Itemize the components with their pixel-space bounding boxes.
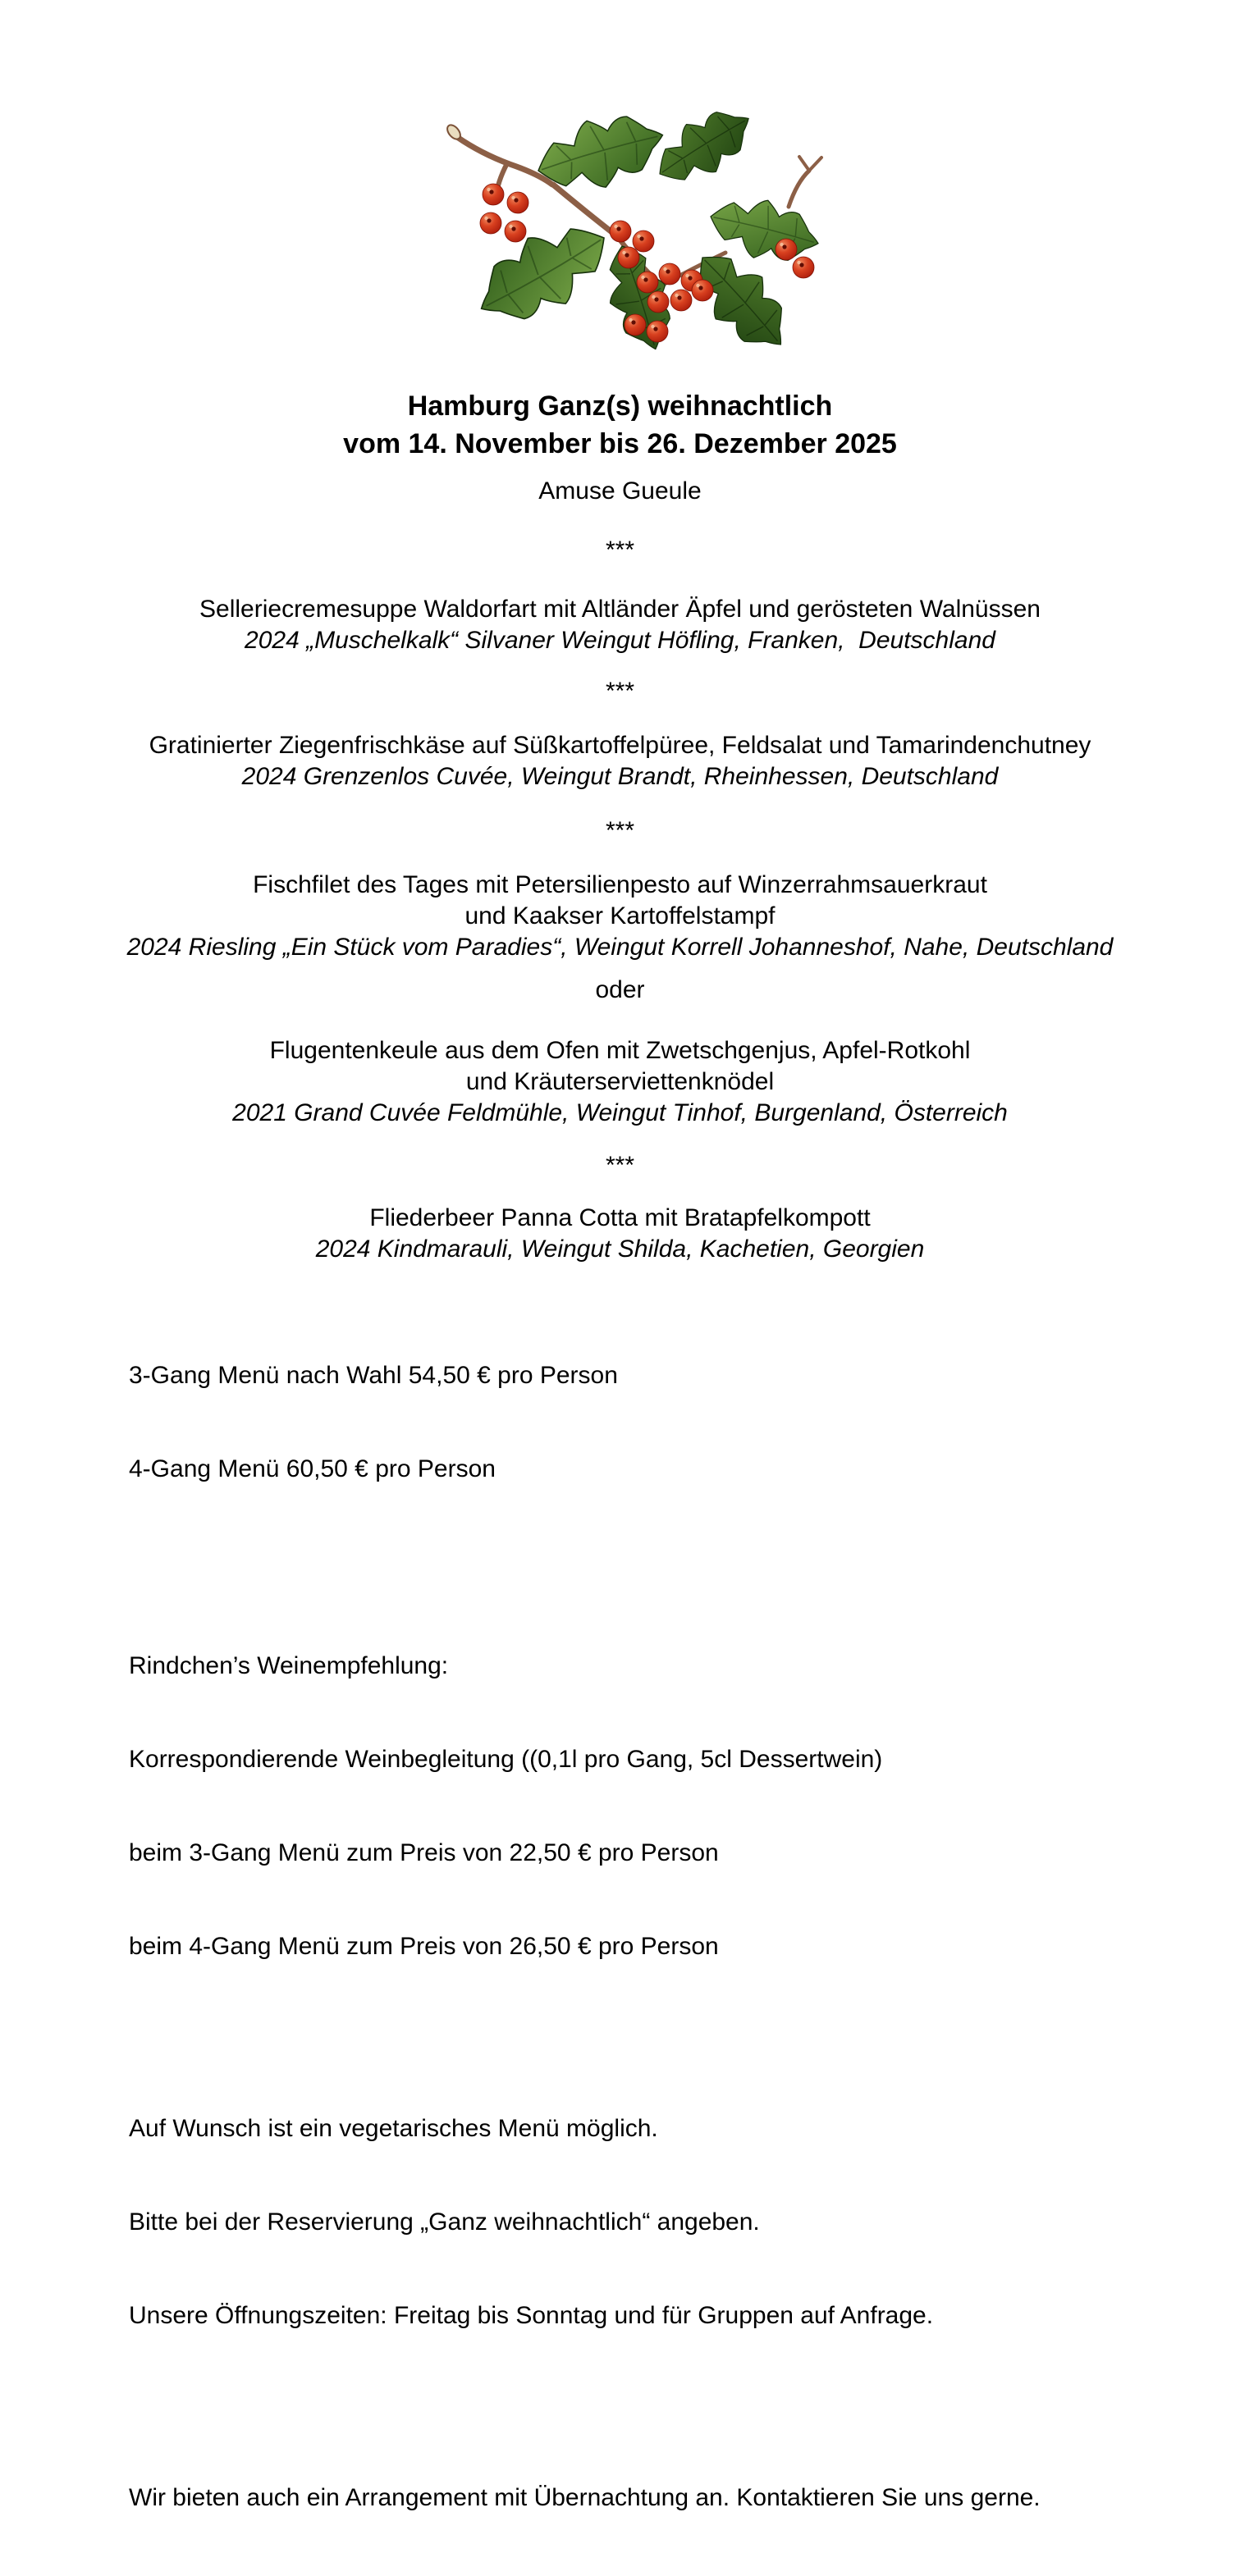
price-3-gang: 3-Gang Menü nach Wahl 54,50 € pro Person	[129, 1362, 618, 1389]
course-amuse-gueule: Amuse Gueule	[538, 477, 702, 505]
notes-block	[129, 2051, 1240, 2394]
wine-recommendation-detail: Korrespondierende Weinbegleitung ((0,1l pro Gang, 5cl Dessertwein)	[129, 1746, 883, 1773]
footer-arrangement-note: Wir bieten auch ein Arrangement mit Übernachtung an. Kontaktieren Sie uns gerne.	[129, 2484, 1041, 2511]
course-dessert-wine-pairing: 2024 Kindmarauli, Weingut Shilda, Kachetien, Georgien	[315, 1235, 925, 1263]
wine-recommendation-price-3-gang: beim 3-Gang Menü zum Preis von 22,50 € pro Person	[129, 1839, 719, 1866]
note-opening-hours: Unsere Öffnungszeiten: Freitag bis Sonntag und für Gruppen auf Anfrage.	[129, 2302, 934, 2329]
menu-title-line2: vom 14. November bis 26. Dezember 2025	[343, 428, 897, 459]
course-fish-main	[0, 870, 1240, 963]
course-duck-main	[0, 1035, 1240, 1129]
separator-stars: ***	[605, 817, 635, 844]
course-goat-cheese-name: Gratinierter Ziegenfrischkäse auf Süßkartoffelpüree, Feldsalat und Tamarindenchutney	[149, 732, 1091, 759]
or-separator: oder	[595, 976, 645, 1003]
menu-title-line1: Hamburg Ganz(s) weihnachtlich	[407, 391, 833, 422]
course-dessert-name: Fliederbeer Panna Cotta mit Bratapfelkompott	[369, 1204, 871, 1231]
course-soup-name: Selleriecremesuppe Waldorfart mit Altländer Äpfel und gerösteten Walnüssen	[199, 596, 1041, 623]
note-vegetarian: Auf Wunsch ist ein vegetarisches Menü möglich.	[129, 2115, 658, 2142]
course-fish-name-line2: und Kaakser Kartoffelstampf	[464, 902, 776, 929]
menu-title	[0, 387, 1240, 463]
wine-recommendation-heading: Rindchen’s Weinempfehlung:	[129, 1652, 449, 1679]
note-reservation: Bitte bei der Reservierung „Ganz weihnachtlich“ angeben.	[129, 2208, 760, 2236]
christmas-menu-document	[0, 92, 1240, 2511]
wine-recommendation-block	[129, 1588, 1240, 2025]
separator-stars: ***	[605, 537, 635, 564]
course-duck-wine-pairing: 2021 Grand Cuvée Feldmühle, Weingut Tinhof, Burgenland, Österreich	[232, 1099, 1008, 1126]
price-4-gang: 4-Gang Menü 60,50 € pro Person	[129, 1455, 496, 1482]
wine-recommendation-price-4-gang: beim 4-Gang Menü zum Preis von 26,50 € pro Person	[129, 1933, 719, 1960]
menu-prices	[129, 1298, 1240, 1547]
course-duck-name-line2: und Kräuterserviettenknödel	[465, 1068, 775, 1095]
course-goat-cheese-wine-pairing: 2024 Grenzenlos Cuvée, Weingut Brandt, Rheinhessen, Deutschland	[241, 763, 999, 790]
course-soup	[0, 594, 1240, 656]
course-fish-name-line1: Fischfilet des Tages mit Petersilienpesto auf Winzerrahmsauerkraut	[253, 871, 987, 898]
course-soup-wine-pairing: 2024 „Muschelkalk“ Silvaner Weingut Höfling, Franken, Deutschland	[245, 627, 995, 654]
course-goat-cheese	[0, 730, 1240, 792]
separator-stars: ***	[605, 1152, 635, 1179]
footer-block	[129, 2420, 1240, 2576]
course-duck-name-line1: Flugentenkeule aus dem Ofen mit Zwetschgenjus, Apfel-Rotkohl	[269, 1037, 971, 1064]
separator-stars: ***	[605, 678, 635, 705]
course-fish-wine-pairing: 2024 Riesling „Ein Stück vom Paradies“, Weingut Korrell Johanneshof, Nahe, Deutschland	[126, 934, 1114, 961]
course-dessert	[0, 1203, 1240, 1265]
holly-decoration-image	[415, 92, 826, 346]
